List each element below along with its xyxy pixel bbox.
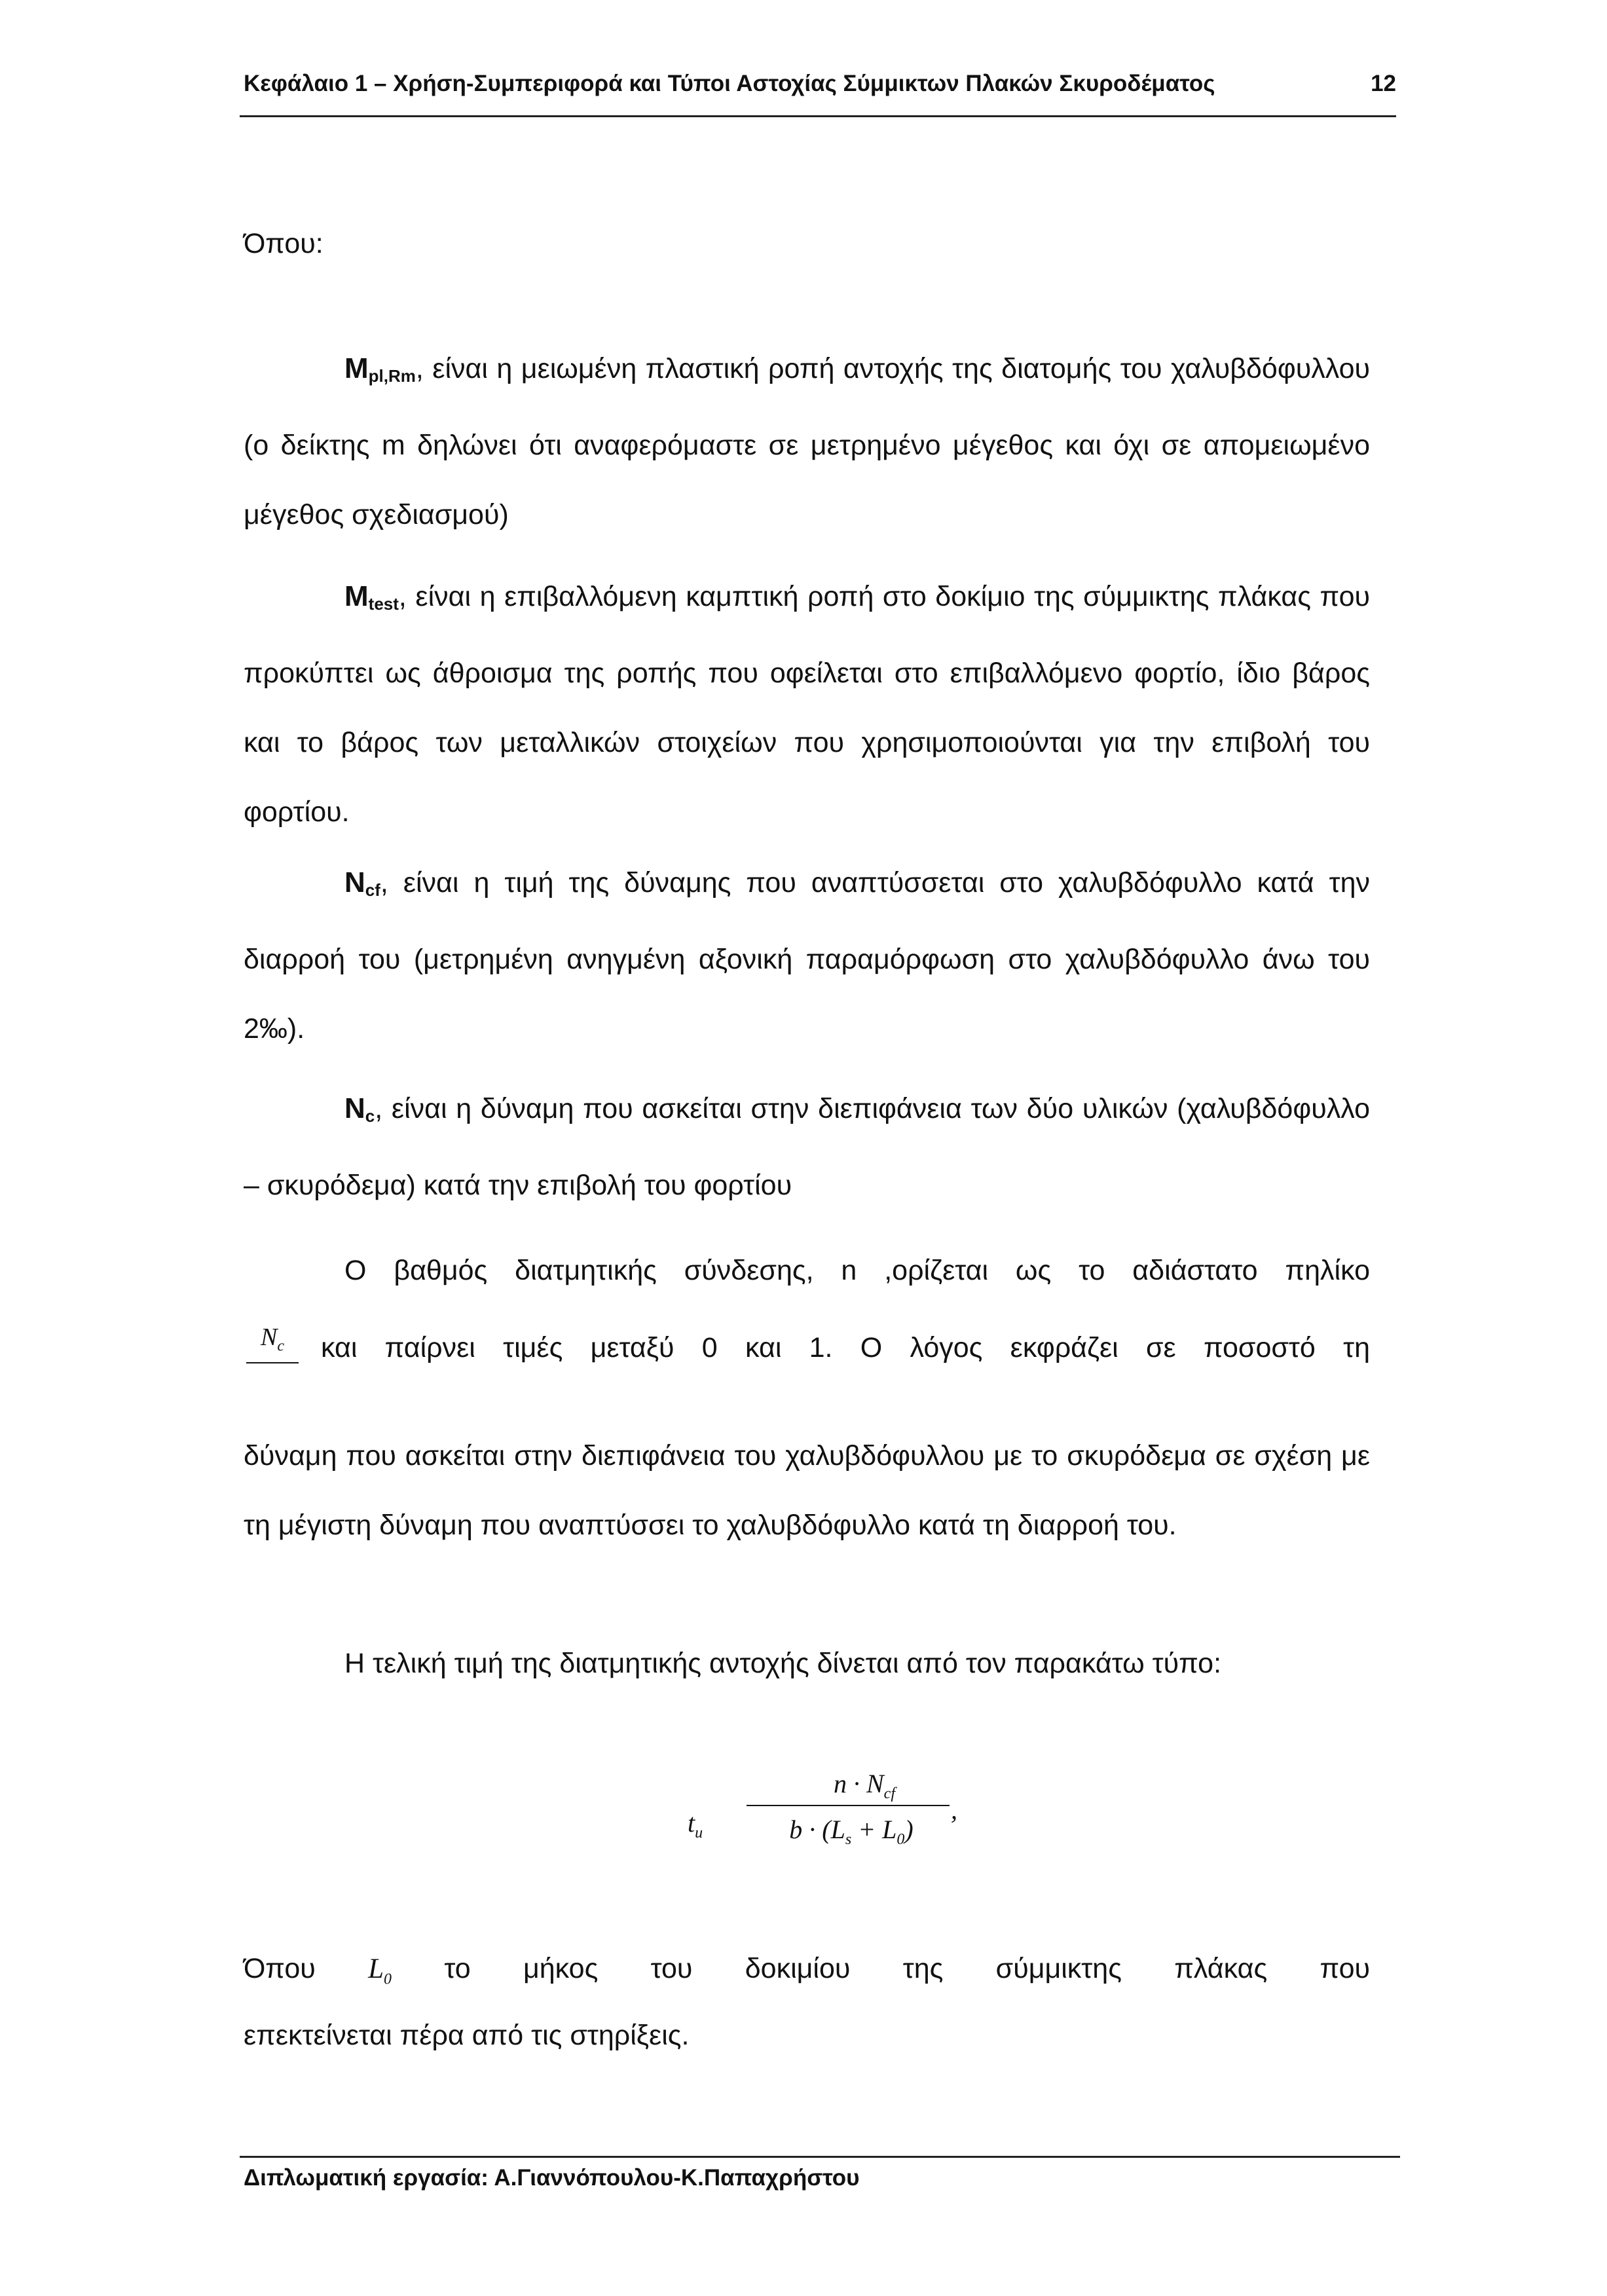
- shear-degree-rest: δύναμη που ασκείται στην διεπιφάνεια του χαλυβδόφυλλου με το σκυρόδεμα σε σχέση με τη μέγιστη δύναμη που αναπτύσσει το χαλυβδόφυλλο κατά τη διαρροή του.: [244, 1440, 1370, 1541]
- definition-mtest: $M_{test}$, είναι η επιβαλλόμενη καμπτική ροπή στο δοκίμιο της σύμμικτης πλάκας που προκύπτει ως άθροισμα της ροπής που οφείλεται στο επιβαλλόμενο φορτίο, ίδιο βάρος και το βάρος των μεταλλικών στοιχείων που χρησιμοποιούνται για την επιβολή του φορτίου.: [244, 580, 1370, 828]
- shear-degree-line2: και παίρνει τιμές μεταξύ 0 και 1. Ο λόγος εκφράζει σε ποσοστό τη: [321, 1332, 1370, 1363]
- header-rule: [240, 115, 1396, 117]
- formula-bar: [747, 1805, 950, 1806]
- symbol-ncf: $N_{cf}$: [344, 866, 380, 900]
- ratio-fraction: $N_c$: [246, 1322, 299, 1363]
- formula-numerator: $n \cdot N_{cf}$: [833, 1769, 895, 1802]
- formula-denominator: $b \cdot (L_s + L_0)$: [789, 1815, 914, 1848]
- shear-degree-line1: Ο βαθμός διατμητικής σύνδεσης, n ,ορίζεται ως το αδιάστατο πηλίκο: [344, 1255, 1370, 1286]
- formula-comma: ,: [951, 1795, 957, 1824]
- symbol-nc: $N_c$: [344, 1092, 375, 1126]
- where-l0-line1: Όπου $L_0$ το μήκος του δοκιμίου της σύμμικτης πλάκας που: [244, 1953, 1370, 1988]
- final-value-text: Η τελική τιμή της διατμητικής αντοχής δίνεται από τον παρακάτω τύπο:: [344, 1648, 1222, 1679]
- shear-strength-formula: [681, 1768, 956, 1879]
- symbol-mtest: $M_{test}$: [344, 580, 399, 614]
- formula-lhs: $t_u$: [688, 1808, 703, 1842]
- page-number: 12: [1371, 71, 1396, 96]
- definition-nc: $N_c$, είναι η δύναμη που ασκείται στην διεπιφάνεια των δύο υλικών (χαλυβδόφυλλο – σκυρόδεμα) κατά την επιβολή του φορτίου: [244, 1092, 1370, 1201]
- page-footer: Διπλωματική εργασία: Α.Γιαννόπουλου-Κ.Παπαχρήστου: [244, 2165, 860, 2191]
- chapter-title: Κεφάλαιο 1 – Χρήση-Συμπεριφορά και Τύποι Αστοχίας Σύμμικτων Πλακών Σκυροδέματος: [244, 71, 1215, 96]
- definition-ncf: $N_{cf}$, είναι η τιμή της δύναμης που αναπτύσσεται στο χαλυβδόφυλλο κατά την διαρροή του (μετρημένη ανηγμένη αξονική παραμόρφωση στο χαλυβδόφυλλο άνω του 2‰).: [244, 866, 1370, 1045]
- where-l0-line2: επεκτείνεται πέρα από τις στηρίξεις.: [244, 2020, 690, 2051]
- symbol-mpl-rm: $M_{pl,Rm}$: [344, 352, 416, 386]
- page-header: [244, 71, 1396, 97]
- definition-mpl-rm: $M_{pl,Rm}$, είναι η μειωμένη πλαστική ροπή αντοχής της διατομής του χαλυβδόφυλλου (ο δείκτης m δηλώνει ότι αναφερόμαστε σε μετρημένο μέγεθος και όχι σε απομειωμένο μέγεθος σχεδιασμού): [244, 352, 1370, 530]
- where-label: Όπου:: [244, 228, 323, 259]
- footer-rule: [240, 2156, 1400, 2158]
- symbol-l0: $L_0$: [368, 1953, 392, 1988]
